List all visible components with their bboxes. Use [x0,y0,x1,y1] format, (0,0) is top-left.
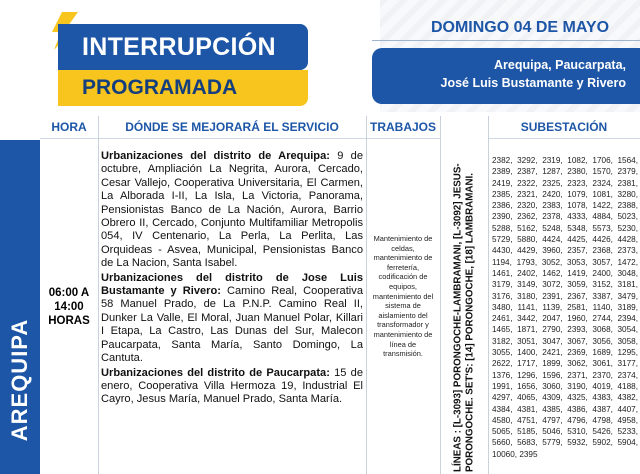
district-title: Urbanizaciones del distrito de Jose Luis Bustamante y Rivero: [101,271,363,298]
district-urbanizations: 9 de octubre, Ampliación La Negrita, Aurora, Cercado, Cesar Vallejo, Cooperativa Universitaria, El Carmen, La Alborada I-II, La Isla, La Victoria, Panorama, Pensionistas Banco de La Nación, Aurora, Barrio Obrero II, Cercado, Conjunto Multifamiliar Metropolis 054, IV Centenario, La Perla, La Perlita, Las Orquideas - Asvea, Municipal, Pensionistas Banco de La Nacion, Santa Isabel. [101,150,363,270]
lines-column [440,140,488,474]
time-unit: HORAS [48,315,90,327]
event-date: DOMINGO 04 DE MAYO [430,19,610,36]
affected-areas [101,150,363,408]
column-divider [98,116,99,474]
region-label: AREQUIPA [7,318,32,442]
location-line-1: Arequipa, Paucarpata, [494,58,626,72]
substation-list: 2382, 3292, 2319, 1082, 1706, 1564, 2389, 2387, 1287, 2380, 1570, 2379, 2419, 2322, 2325, 2323, 2324, 2381, 2385, 2321, 2420, 1079, 1081, 3280, 2386, 2320, 2383, 1078, 1422, 2388, 2390, 2362, 2378, 4333, 4884, 5023, 5288, 5162, 5248, 5348, 5573, 5230, 5729, 5880, 4424, 4425, 4426, 4428, 4430, 4429, 3960, 2357, 2368, 2373, 1194, 1793, 3052, 3053, 3057, 1472, 1461, 2402, 1462, 1419, 2400, 3048, 3179, 3149, 3072, 3059, 3152, 3181, 3176, 3180, 2391, 2367, 3387, 3479, 3480, 1141, 1139, 2581, 1140, 3189, 2461, 3442, 2047, 1960, 2744, 2394, 1465, 1871, 2790, 2393, 3068, 3054, 3182, 3051, 3047, 3067, 3056, 3058, 3055, 1400, 2421, 2369, 1689, 1295, 2622, 1717, 1899, 3062, 3061, 3177, 1376, 1296, 1596, 2371, 2370, 2374, 1991, 1656, 3060, 3190, 4019, 4188, 4297, 4065, 4309, 4325, 4383, 4382, 4384, 4381, 4385, 4386, 4387, 4407, 4580, 4751, 4797, 4796, 4798, 4958, 5065, 5185, 5046, 5310, 5426, 5233, 5660, 5683, 5779, 5932, 5902, 5904, 10060, 2395 [492,156,638,459]
column-divider [488,116,489,474]
title-programada: PROGRAMADA [58,70,308,106]
time-end: 14:00 [54,301,84,313]
lines-sets-text: LÍNEAS : [L-3093] PORONGOCHE-LAMBRAMANI, [L-3092] JESUS-PORONGOCHE. SET'S: [14] PORONGOCHE, [18] LAMBRAMANI. [452,163,475,472]
title-interrupcion: INTERRUPCIÓN [58,24,308,70]
area-block-paucarpata [101,367,363,407]
column-header-hora: HORA [40,116,98,139]
district-title: Urbanizaciones del distrito de Arequipa: [101,150,330,162]
location-banner [372,48,640,104]
works-description: Mantenimiento de celdas, mantenimiento de ferretería, codificación de equipos, mantenimiento del sistema de aislamiento del transformador y mantenimiento de línea de transmisión. [372,234,434,359]
area-block-arequipa [101,150,363,271]
location-line-2: José Luis Bustamante y Rivero [440,76,626,90]
district-title: Urbanizaciones del distrito de Paucarpata: [101,366,330,379]
region-band [0,140,40,474]
column-header-donde: DÓNDE SE MEJORARÁ EL SERVICIO [98,116,366,139]
column-header-subestacion: SUBESTACIÓN [488,116,640,139]
column-divider [366,116,367,474]
district-urbanizations: 15 de enero, Cooperativa Villa Hermoza 19, Industrial El Cayro, Jesus María, Manuel Prado, Santa María. [101,366,363,406]
area-block-bustamante [101,272,363,366]
column-header-trabajos: TRABAJOS [366,116,440,139]
schedule-time [44,286,94,328]
date-divider [372,40,640,41]
time-start: 06:00 A [48,287,90,299]
district-urbanizations: Camino Real, Cooperativa 58 Manuel Prado, de La P.N.P. Camino Real II, Dunker La Valle, El Moral, Juan Manuel Polar, Killari I Etapa, La Castro, Las Dunas del Sur, Malecon Paucarpata, Santa María, Santo Domingo, La Cantuta. [101,285,363,365]
